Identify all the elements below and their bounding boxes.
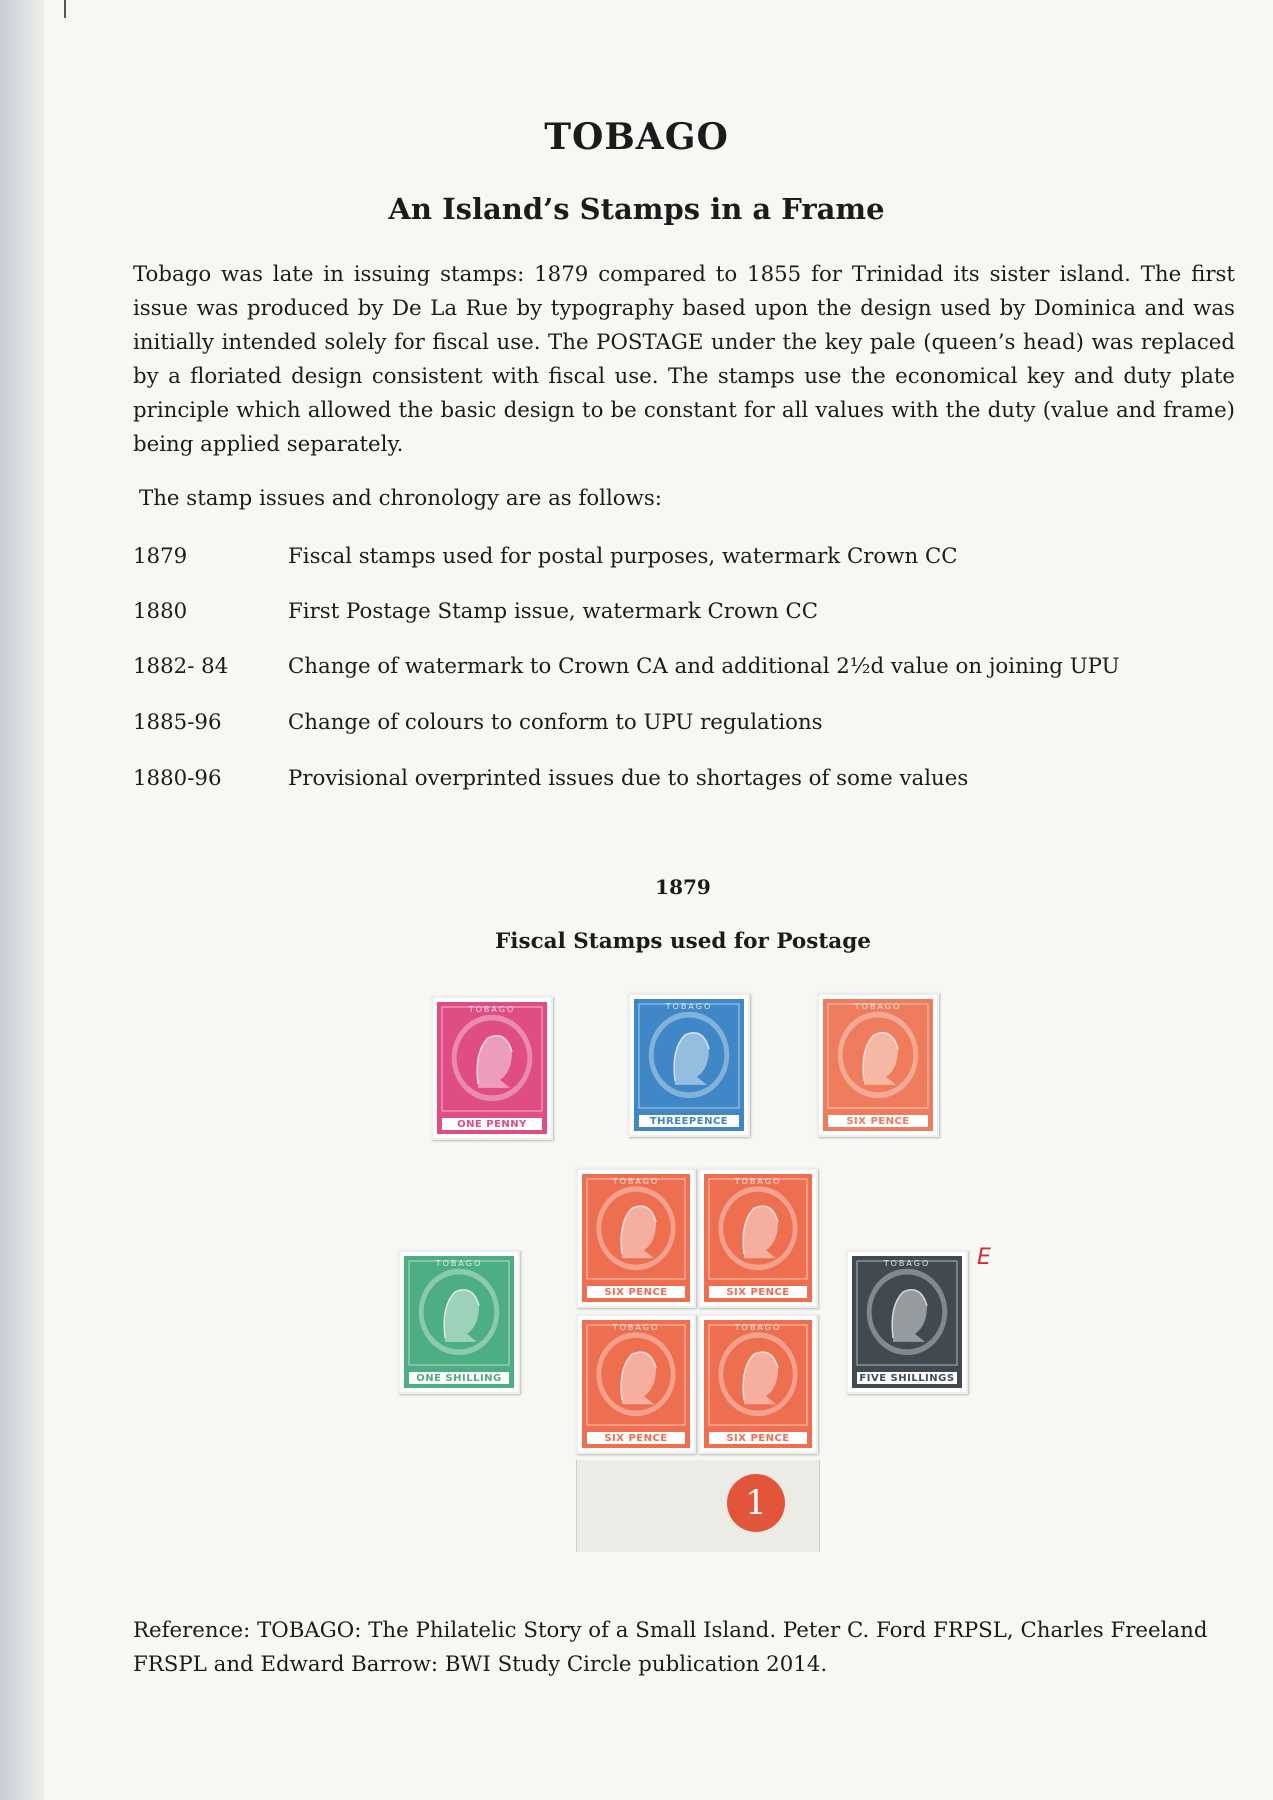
- chronology-year: 1879: [133, 544, 188, 569]
- chronology-year: 1885-96: [133, 710, 222, 735]
- stamp-value-label: ONE SHILLING: [408, 1371, 510, 1385]
- chronology-description: First Postage Stamp issue, watermark Crown CC: [288, 599, 819, 624]
- stamp-five-shillings: [846, 1250, 968, 1394]
- stamp-country-text: TOBAGO: [734, 1177, 782, 1186]
- stamp-six-pence: [817, 993, 939, 1137]
- stamp-value-label: FIVE SHILLINGS: [856, 1371, 958, 1385]
- plate-number-badge: 1: [727, 1474, 785, 1532]
- stamp-country-text: TOBAGO: [612, 1323, 660, 1332]
- stamp-country-text: TOBAGO: [883, 1259, 931, 1268]
- intro-paragraph: Tobago was late in issuing stamps: 1879 compared to 1855 for Trinidad its sister island. The first issue was produced by De La Rue by typography based upon the design used by Dominica and was initially intended solely for fiscal use. The POSTAGE under the key pale (queen’s head) was replaced by a floriated design consistent with fiscal use. The stamps use the economical key and duty plate principle which allowed the basic design to be constant for all values with the duty (value and frame) being applied separately.: [133, 262, 1235, 457]
- scan-mark: [64, 0, 66, 18]
- chronology-year: 1880-96: [133, 766, 222, 791]
- stamp-country-text: TOBAGO: [435, 1259, 483, 1268]
- stamp-value-label: THREEPENCE: [638, 1114, 740, 1128]
- chronology-intro: The stamp issues and chronology are as follows:: [139, 486, 662, 511]
- section-year: 1879: [655, 875, 711, 899]
- stamp-threepence: [628, 993, 750, 1137]
- page-subtitle: An Island’s Stamps in a Frame: [388, 192, 885, 226]
- section-caption: Fiscal Stamps used for Postage: [495, 929, 871, 954]
- chronology-description: Change of watermark to Crown CA and additional 2½d value on joining UPU: [288, 654, 1120, 679]
- chronology-year: 1880: [133, 599, 188, 624]
- stamp-one-shilling: [398, 1250, 520, 1394]
- stamp-country-text: TOBAGO: [612, 1177, 660, 1186]
- stamp-value-label: SIX PENCE: [827, 1114, 929, 1128]
- stamp-country-text: TOBAGO: [468, 1005, 516, 1014]
- stamp-six-pence-block-tr: [698, 1168, 818, 1308]
- reference-note: Reference: TOBAGO: The Philatelic Story of a Small Island. Peter C. Ford FRPSL, Charles Freeland FRSPL and Edward Barrow: BWI Study Circle publication 2014.: [133, 1618, 1208, 1677]
- stamp-value-label: SIX PENCE: [586, 1285, 686, 1299]
- chronology-description: Change of colours to conform to UPU regulations: [288, 710, 823, 735]
- stamp-six-pence-block-bl: [576, 1314, 696, 1454]
- stamp-country-text: TOBAGO: [665, 1002, 713, 1011]
- sheet-margin-selvage: [576, 1460, 820, 1552]
- annotation-mark: E: [977, 1245, 991, 1270]
- chronology-description: Provisional overprinted issues due to shortages of some values: [288, 766, 969, 791]
- stamp-value-label: SIX PENCE: [708, 1431, 808, 1445]
- stamp-value-label: ONE PENNY: [441, 1117, 543, 1131]
- stamp-country-text: TOBAGO: [734, 1323, 782, 1332]
- page-title: TOBAGO: [544, 116, 729, 158]
- stamp-value-label: SIX PENCE: [586, 1431, 686, 1445]
- scan-edge: [0, 0, 44, 1800]
- chronology-description: Fiscal stamps used for postal purposes, watermark Crown CC: [288, 544, 958, 569]
- stamp-six-pence-block-br: [698, 1314, 818, 1454]
- stamp-six-pence-block-tl: [576, 1168, 696, 1308]
- stamp-one-penny: [431, 996, 553, 1140]
- chronology-year: 1882- 84: [133, 654, 229, 679]
- stamp-country-text: TOBAGO: [854, 1002, 902, 1011]
- stamp-value-label: SIX PENCE: [708, 1285, 808, 1299]
